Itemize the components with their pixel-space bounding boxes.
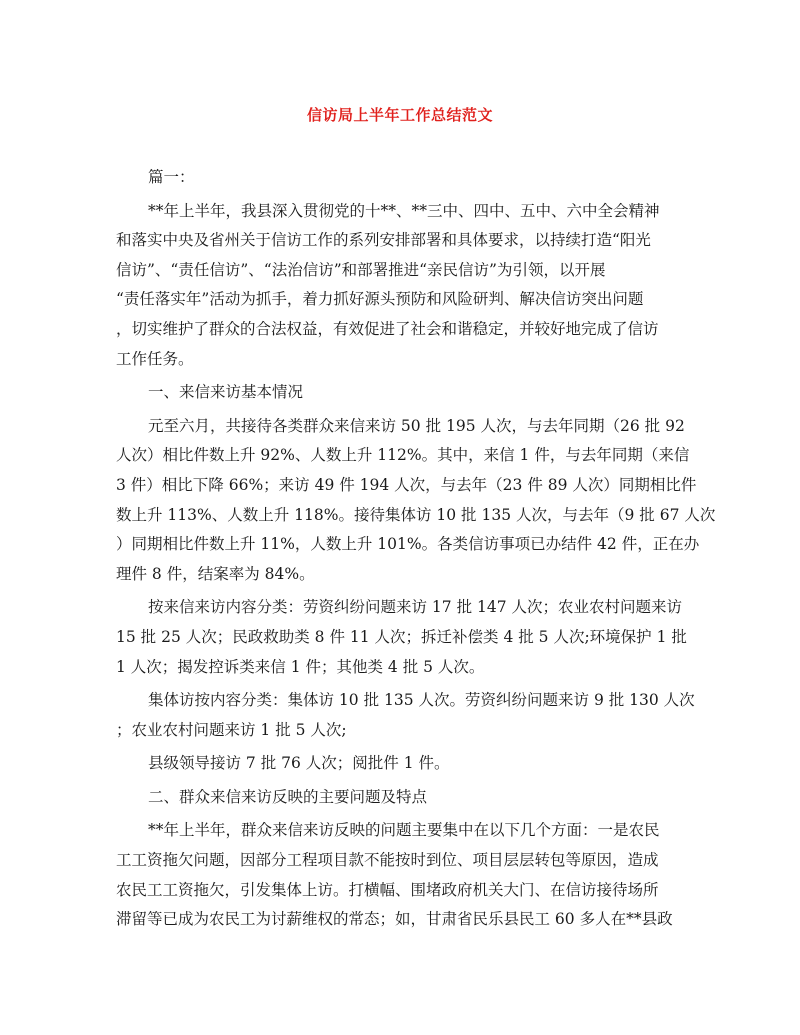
- paragraph-line: 滞留等已成为农民工为讨薪维权的常态；如，甘肃省民乐县民工 60 多人在**县政: [116, 910, 673, 929]
- paragraph-line: 农民工工资拖欠，引发集体上访。打横幅、围堵政府机关大门、在信访接待场所: [116, 880, 659, 899]
- paragraph-line: 工作任务。: [116, 349, 194, 368]
- paragraph: [116, 163, 698, 193]
- document-title: 信访局上半年工作总结范文: [306, 106, 493, 124]
- paragraph: [116, 593, 698, 682]
- paragraph: [116, 783, 698, 813]
- paragraph-line: 理件 8 件，结案率为 84%。: [116, 564, 315, 583]
- paragraph-line: 篇一：: [148, 168, 195, 186]
- paragraph: [116, 749, 698, 779]
- paragraph-line: **年上半年，群众来信来访反映的问题主要集中在以下几个方面：一是农民: [148, 821, 660, 840]
- paragraph: [116, 412, 716, 590]
- paragraph-line: 人次）相比件数上升 92%、人数上升 112%。其中，来信 1 件，与去年同期（来信: [116, 446, 690, 465]
- paragraph: [116, 686, 698, 745]
- paragraph: [116, 378, 698, 408]
- paragraph-line: 1 人次；揭发控诉类来信 1 件；其他类 4 批 5 人次。: [116, 657, 485, 676]
- paragraph: [116, 816, 698, 934]
- paragraph-line: ）同期相比件数上升 11%，人数上升 101%。各类信访事项已办结件 42 件，正在办: [116, 535, 700, 554]
- paragraph-line: ，切实维护了群众的合法权益，有效促进了社会和谐稳定，并较好地完成了信访: [116, 319, 659, 338]
- paragraph-line: 一、来信来访基本情况: [148, 383, 304, 402]
- paragraph-line: 和落实中央及省州关于信访工作的系列安排部署和具体要求，以持续打造“阳光: [116, 231, 651, 250]
- paragraph-line: 数上升 113%、人数上升 118%。接待集体访 10 批 135 人次，与去年（9 批 67 人次: [116, 505, 716, 524]
- paragraph-line: “责任落实年”活动为抓手，着力抓好源头预防和风险研判、解决信访突出问题: [116, 290, 644, 309]
- paragraph-line: 二、群众来信来访反映的主要问题及特点: [148, 787, 428, 806]
- paragraph-line: 15 批 25 人次；民政救助类 8 件 11 人次；拆迁补偿类 4 批 5 人次;环境保护 1 批: [116, 627, 687, 646]
- paragraph-line: 县级领导接访 7 批 76 人次；阅批件 1 件。: [148, 754, 450, 773]
- paragraph-line: 3 件）相比下降 66%；来访 49 件 194 人次，与去年（23 件 89 人次）同期相比件: [116, 475, 697, 494]
- paragraph: [116, 197, 698, 375]
- document-body: [116, 163, 716, 939]
- paragraph-line: 按来信来访内容分类：劳资纠纷问题来访 17 批 147 人次；农业农村问题来访: [148, 598, 683, 617]
- paragraph-line: **年上半年，我县深入贯彻党的十**、**三中、四中、五中、六中全会精神: [148, 201, 660, 220]
- paragraph-line: 元至六月，共接待各类群众来信来访 50 批 195 人次，与去年同期（26 批 92: [148, 416, 685, 435]
- paragraph-line: 集体访按内容分类：集体访 10 批 135 人次。劳资纠纷问题来访 9 批 130 人次: [148, 691, 695, 710]
- paragraph-line: ；农业农村问题来访 1 批 5 人次;: [116, 720, 347, 739]
- paragraph-line: 信访”、“责任信访”、“法治信访”和部署推进“亲民信访”为引领，以开展: [116, 260, 606, 279]
- paragraph-line: 工工资拖欠问题，因部分工程项目款不能按时到位、项目层层转包等原因，造成: [116, 851, 659, 870]
